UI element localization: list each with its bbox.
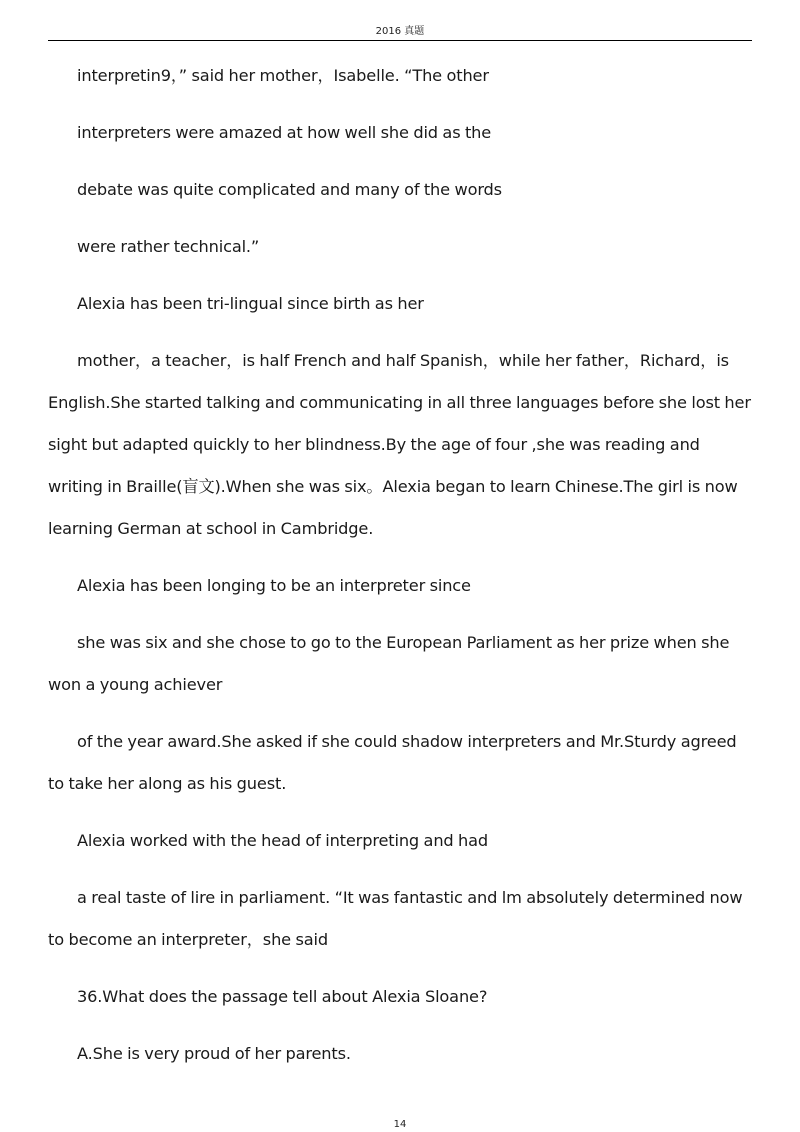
- paragraph: debate was quite complicated and many of the words: [77, 180, 502, 199]
- page-header: 2016 真题: [375, 26, 425, 37]
- paragraph: Alexia has been longing to be an interpreter since: [77, 576, 471, 595]
- paragraph: of the year award.She asked if she could shadow interpreters and Mr.Sturdy agreed to take her along as his guest.: [48, 732, 737, 793]
- paragraph: she was six and she chose to go to the European Parliament as her prize when she won a young achiever: [48, 633, 730, 694]
- paragraph: Alexia worked with the head of interpreting and had: [77, 831, 489, 850]
- passage-body: [48, 55, 754, 1090]
- page-number: 14: [393, 1119, 407, 1130]
- question-stem: 36.What does the passage tell about Alexia Sloane?: [77, 987, 488, 1006]
- paragraph: were rather technical.”: [77, 237, 260, 256]
- paragraph: a real taste of lire in parliament. “It was fantastic and lm absolutely determined now to become an interpreter，she said: [48, 888, 743, 949]
- paragraph: interpretin9，” said her mother，Isabelle. “The other: [77, 66, 489, 85]
- paragraph: interpreters were amazed at how well she did as the: [77, 123, 492, 142]
- answer-option: A.She is very proud of her parents.: [77, 1044, 351, 1063]
- paragraph: mother，a teacher，is half French and half Spanish，while her father，Richard，is English.She started talking and communicating in all three languages before she lost her sight but adapted quickly to her blindness.By the age of four ,she was reading and writing in Braille(盲文).When she was six。Alexia began to learn Chinese.The girl is now learning German at school in Cambridge.: [48, 351, 751, 538]
- paragraph: Alexia has been tri-lingual since birth as her: [77, 294, 424, 313]
- header-rule: [48, 40, 752, 41]
